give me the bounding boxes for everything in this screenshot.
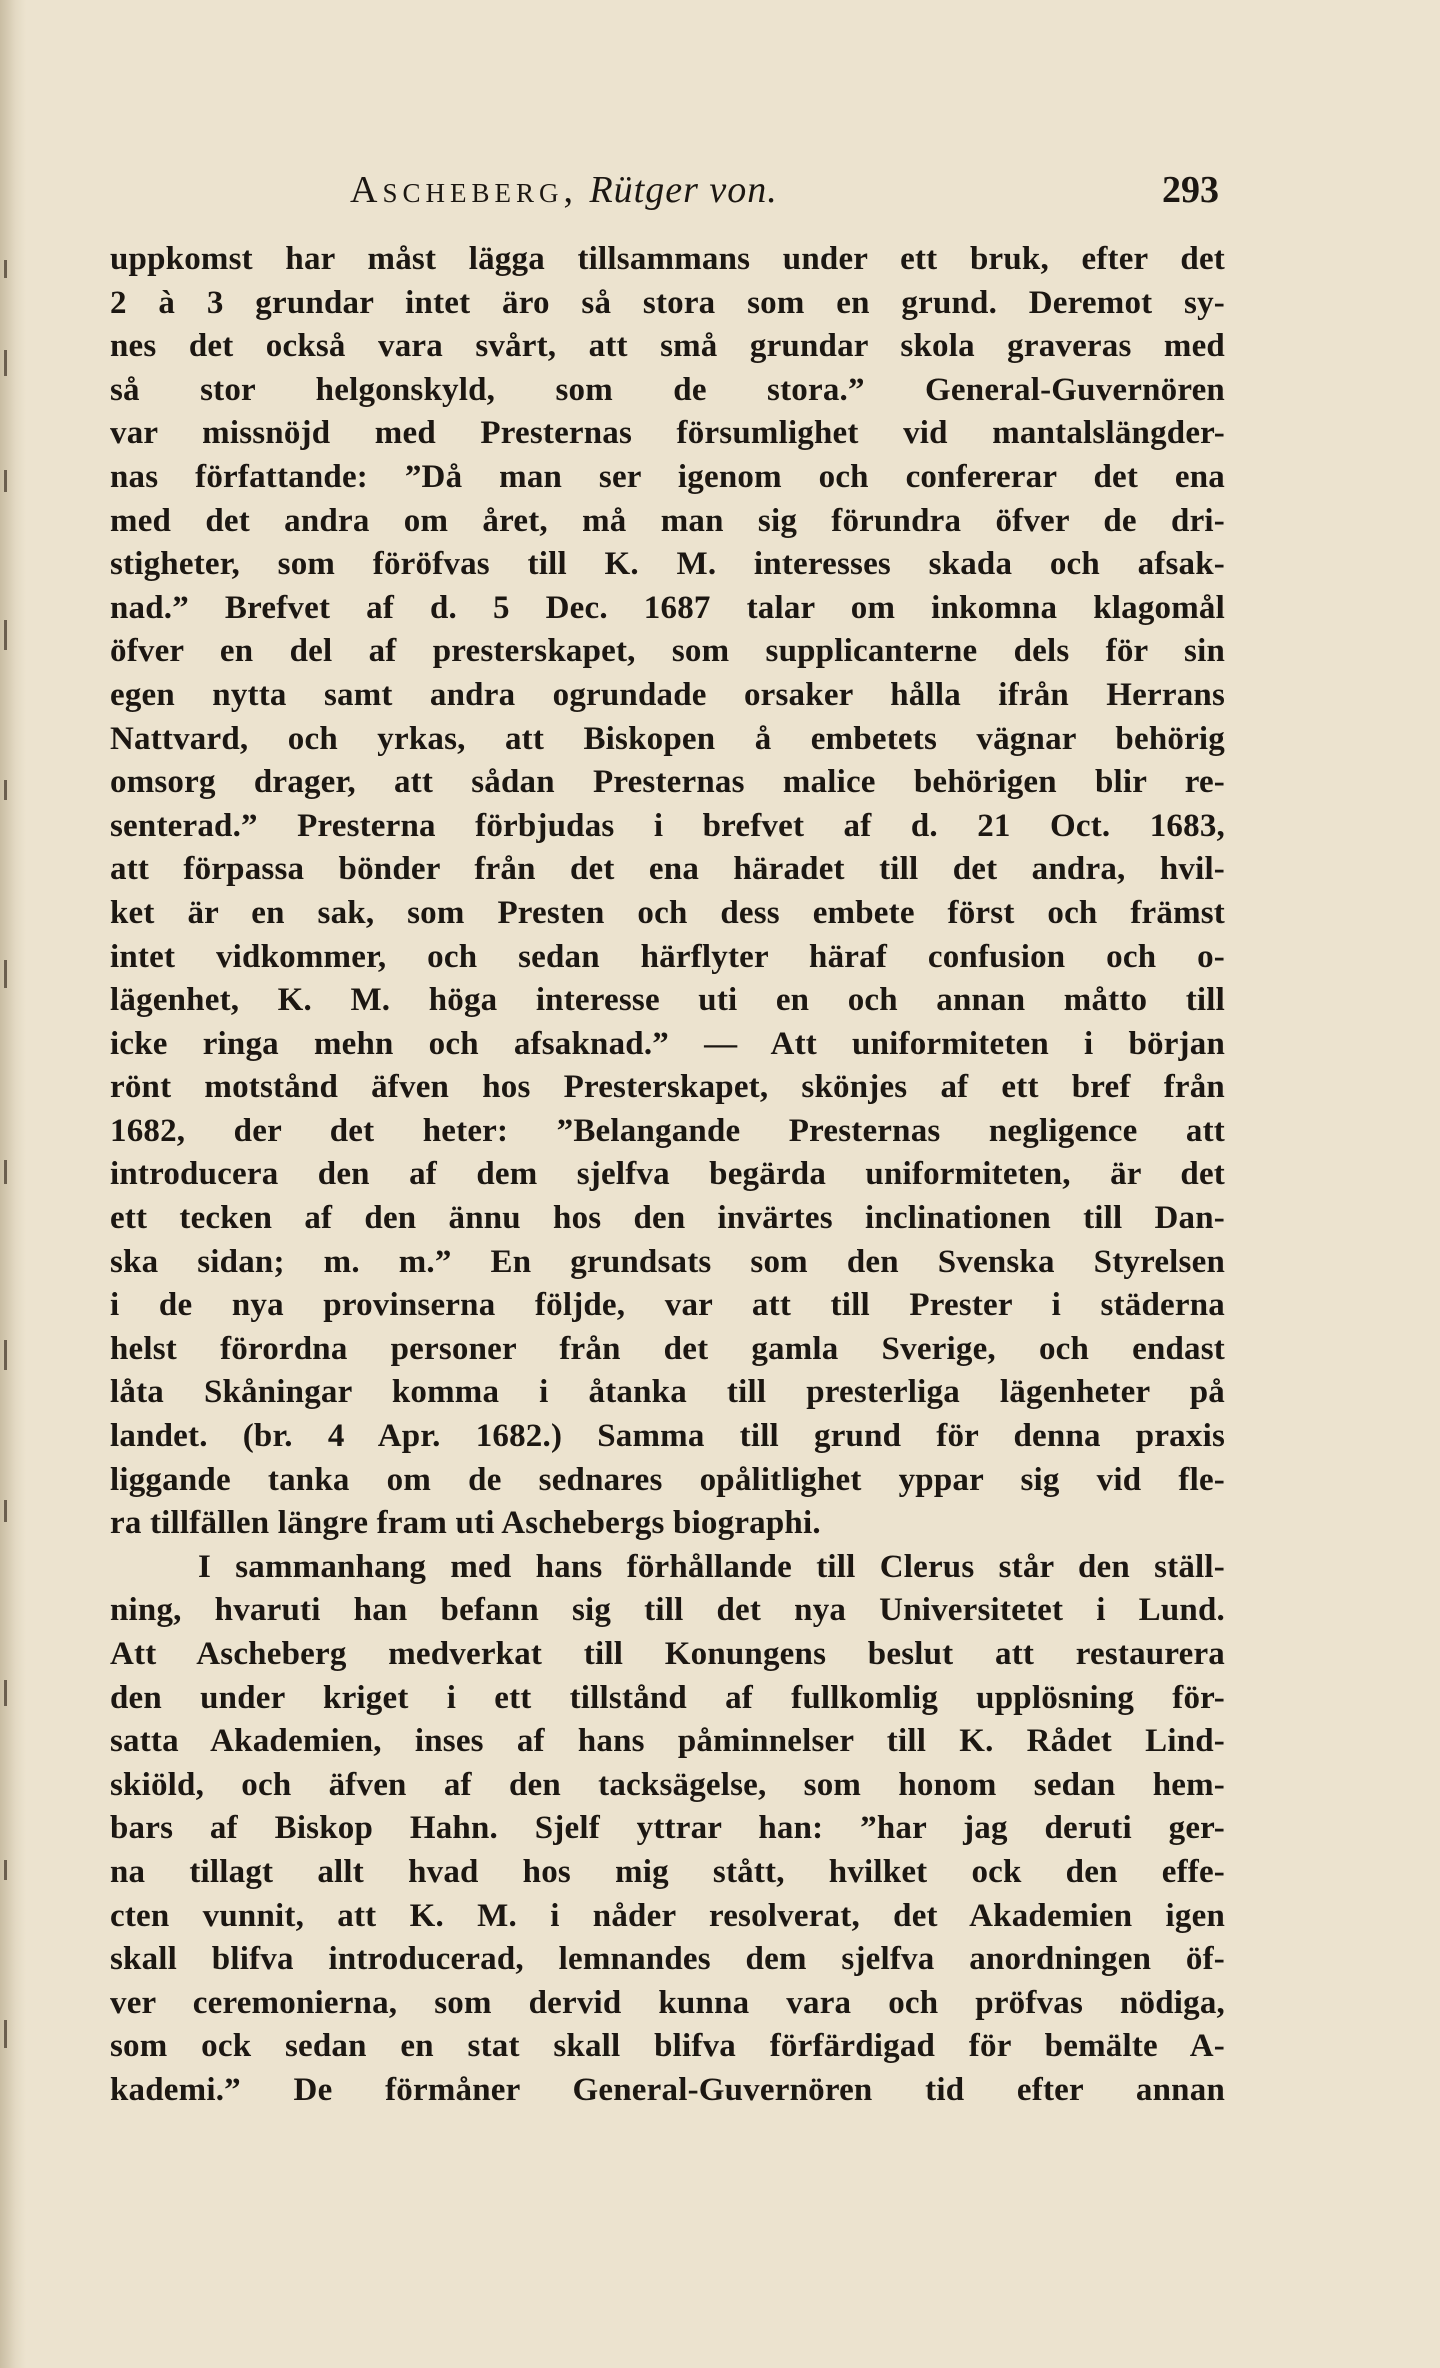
- text-line: rönt motstånd äfven hos Presterskapet, skönjes af ett bref från: [110, 1069, 1225, 1106]
- text-line: i de nya provinserna följde, var att till Prester i städerna: [110, 1287, 1225, 1324]
- binding-mark: [4, 620, 7, 650]
- text-line: uppkomst har måst lägga tillsammans under ett bruk, efter det: [110, 241, 1225, 277]
- binding-mark: [4, 1340, 7, 1370]
- text-line: nad.” Brefvet af d. 5 Dec. 1687 talar om inkomna klagomål: [110, 589, 1225, 626]
- text-line: cten vunnit, att K. M. i nåder resolverat, det Akademien igen: [110, 1897, 1225, 1934]
- binding-mark: [4, 2020, 7, 2048]
- text-line: Att Ascheberg medverkat till Konungens beslut att restaurera: [110, 1636, 1225, 1672]
- text-line: 2 à 3 grundar intet äro så stora som en grund. Deremot sy-: [110, 284, 1225, 321]
- binding-marks: [4, 260, 16, 2160]
- text-line: med det andra om året, må man sig förundra öfver de dri-: [110, 502, 1225, 539]
- page-number: 293: [1162, 169, 1219, 211]
- text-line: nas författande: ”Då man ser igenom och confererar det ena: [110, 458, 1225, 495]
- running-head: [110, 160, 1225, 230]
- text-line: låta Skåningar komma i åtanka till presterliga lägenheter på: [110, 1374, 1225, 1411]
- text-line: Nattvard, och yrkas, att Biskopen å embetets vägnar behörig: [110, 720, 1225, 757]
- binding-mark: [4, 350, 7, 376]
- text-line: senterad.” Presterna förbjudas i brefvet af d. 21 Oct. 1683,: [110, 807, 1225, 844]
- running-title: [350, 168, 778, 212]
- paragraph-first-line: I sammanhang med hans förhållande till Clerus står den ställ-: [198, 1548, 1225, 1585]
- text-line: omsorg drager, att sådan Presternas malice behörigen blir re-: [110, 764, 1225, 801]
- binding-mark: [4, 1500, 7, 1522]
- text-line: ket är en sak, som Presten och dess embete först och främst: [110, 894, 1225, 931]
- text-line: ett tecken af den ännu hos den invärtes inclinationen till Dan-: [110, 1200, 1225, 1237]
- text-line: satta Akademien, inses af hans påminnelser till K. Rådet Lind-: [110, 1723, 1225, 1760]
- page-binding-edge: [0, 0, 26, 2368]
- text-line: ning, hvaruti han befann sig till det nya Universitetet i Lund.: [110, 1592, 1225, 1629]
- text-line: ver ceremonierna, som dervid kunna vara och pröfvas nödiga,: [110, 1984, 1225, 2021]
- body-text: [110, 238, 1225, 2113]
- text-line: liggande tanka om de sednares opålitlighet yppar sig vid fle-: [110, 1461, 1225, 1498]
- text-line: intet vidkommer, och sedan härflyter häraf confusion och o-: [110, 938, 1225, 975]
- text-line: icke ringa mehn och afsaknad.” — Att uniformiteten i början: [110, 1025, 1225, 1062]
- text-line: stigheter, som föröfvas till K. M. interesses skada och afsak-: [110, 546, 1225, 583]
- author-given-name: Rütger von.: [589, 169, 778, 211]
- binding-mark: [4, 1860, 7, 1880]
- text-line: ska sidan; m. m.” En grundsats som den Svenska Styrelsen: [110, 1243, 1225, 1280]
- text-line: lägenhet, K. M. höga interesse uti en och annan måtto till: [110, 982, 1225, 1019]
- binding-mark: [4, 960, 7, 988]
- text-line: bars af Biskop Hahn. Sjelf yttrar han: ”har jag deruti ger-: [110, 1810, 1225, 1847]
- text-line: introducera den af dem sjelfva begärda uniformiteten, är det: [110, 1156, 1225, 1193]
- text-line: egen nytta samt andra ogrundade orsaker hålla ifrån Herrans: [110, 676, 1225, 713]
- text-line: nes det också vara svårt, att små grundar skola graveras med: [110, 328, 1225, 365]
- text-line: landet. (br. 4 Apr. 1682.) Samma till grund för denna praxis: [110, 1418, 1225, 1455]
- text-line: som ock sedan en stat skall blifva förfärdigad för bemälte A-: [110, 2028, 1225, 2065]
- text-line: na tillagt allt hvad hos mig stått, hvilket ock den effe-: [110, 1853, 1225, 1890]
- book-page: [110, 160, 1225, 2113]
- text-line: kademi.” De förmåner General-Guvernören tid efter annan: [110, 2071, 1225, 2108]
- binding-mark: [4, 780, 7, 800]
- text-line: så stor helgonskyld, som de stora.” General-Guvernören: [110, 371, 1225, 408]
- binding-mark: [4, 1160, 7, 1184]
- text-line: den under kriget i ett tillstånd af fullkomlig upplösning för-: [110, 1679, 1225, 1716]
- text-line: helst förordna personer från det gamla Sverige, och endast: [110, 1330, 1225, 1367]
- text-line: att förpassa bönder från det ena häradet till det andra, hvil-: [110, 851, 1225, 888]
- text-line: skall blifva introducerad, lemnandes dem sjelfva anordningen öf-: [110, 1941, 1225, 1978]
- binding-mark: [4, 470, 7, 492]
- text-line: var missnöjd med Presternas försumlighet vid mantalslängder-: [110, 415, 1225, 452]
- author-surname: Ascheberg,: [350, 169, 578, 211]
- text-line: 1682, der det heter: ”Belangande Presternas negligence att: [110, 1112, 1225, 1149]
- text-line: skiöld, och äfven af den tacksägelse, som honom sedan hem-: [110, 1766, 1225, 1803]
- binding-mark: [4, 1680, 7, 1706]
- text-line: öfver en del af presterskapet, som supplicanterne dels för sin: [110, 633, 1225, 670]
- text-line: ra tillfällen längre fram uti Aschebergs biographi.: [110, 1505, 821, 1542]
- binding-mark: [4, 260, 7, 278]
